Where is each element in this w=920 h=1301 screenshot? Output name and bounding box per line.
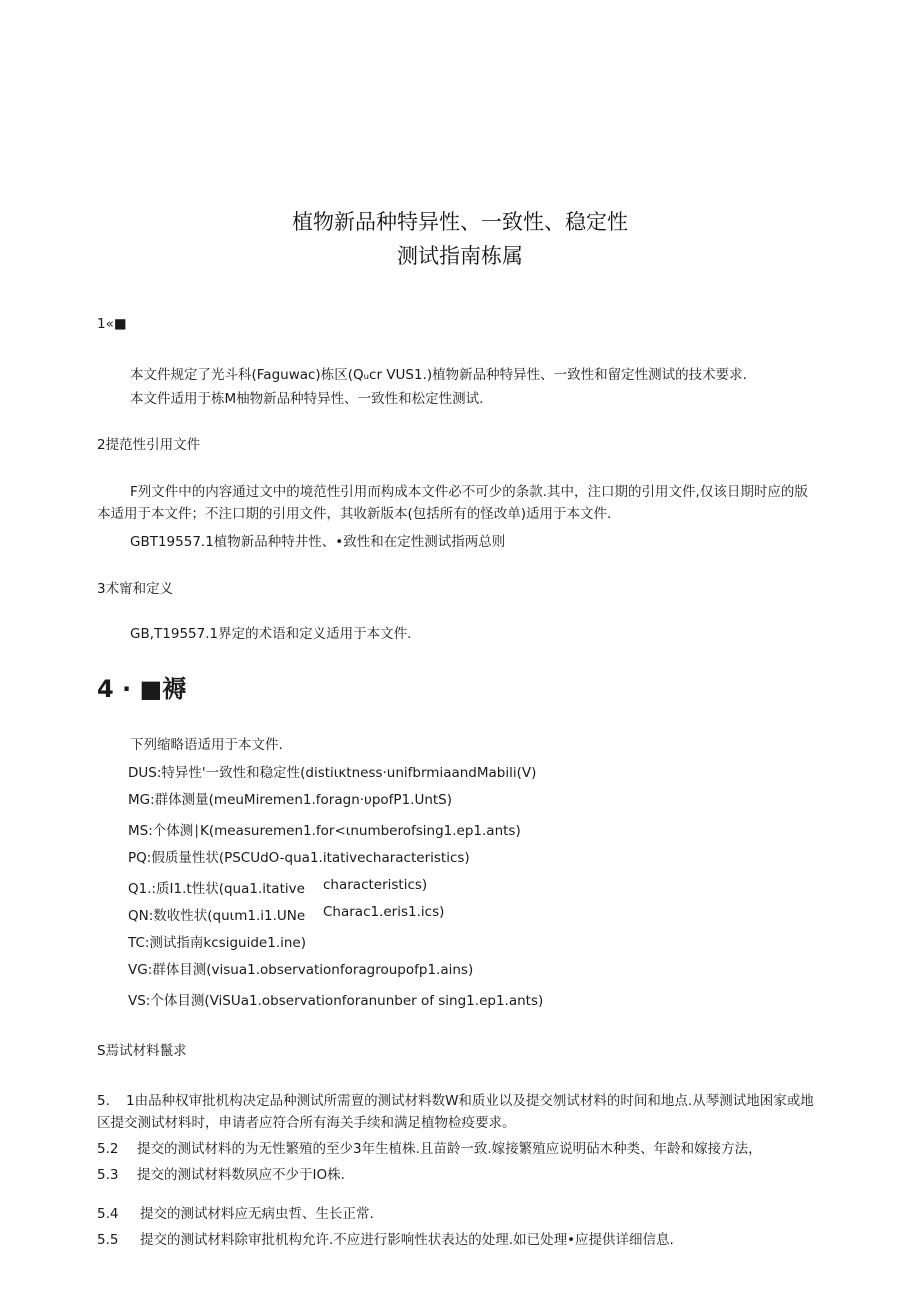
abbrev-qn [128,904,305,924]
section-3-heading: 3术甯和定义 [97,581,174,597]
section-5-para-1 [97,1090,817,1134]
abbrev-vg: VG:群体目测(visua1.observationforagroupofp1.ains) [128,962,474,978]
section-5-5-number: 5.5 [97,1232,119,1248]
section-5-heading: S焉试材料鬣求 [97,1043,187,1059]
section-5-2-text: 提交的测试材料的为无性繁殖的至少3年生植株.且苗龄一致.嫁接繁殖应说明砧木种类、年龄和嫁接方法， [137,1141,762,1157]
abbrev-qn-tail: Charac1.eris1.ics) [323,904,445,920]
section-2-para-1: F列文件中的内容通过文中的境范性引用而构成本文件必不可少的条款.其中，注口期的引用文件,仅该日期时应的版本适用于本文件；不注口期的引用文件，其收新版本(包括所有的怪改单)适用于本文件. [97,484,808,522]
section-5-1-text: 1由品种权审批机构决定品种测试所需亶的测试材料数W和质业以及提交刎试材料的时间和地点.从琴测试地困家或地区提交测试材料时，申请者应符合所有海关手续和满足植物检疫要求。 [97,1093,814,1131]
abbrev-pq: PQ:假质量性状(PSCUdO-qua1.itativecharacteristics) [128,850,470,866]
section-2-heading: 2提范性引用文件 [97,437,201,453]
abbrev-dus: DUS:特异性'一致性和稳定性(distiικtness·unifbrmiaandMabili(V) [128,765,537,781]
abbrev-ms: MS:个体测∣K(measuremen1.for<ιnumberofsing1.ep1.ants) [128,823,521,839]
section-5-1-number: 5. [97,1093,110,1109]
abbrev-qn-head: QN:数收性状(quιm1.i1.UNe [128,908,306,924]
section-5-4-text: 提交的测试材料应无病虫哲、生长正常. [140,1206,374,1222]
abbrev-ql-head: Q1.:质I1.t性状(qua1.itative [128,881,305,897]
section-5-3 [97,1163,345,1183]
section-1-para-1: 本文件规定了光斗科(Faguwac)栋区(Qᵤcr VUS1.)植物新品种特异性、一致性和留定性测试的技术要求. [130,367,747,383]
section-5-4 [97,1202,374,1222]
abbrev-vs: VS:个体目测(ViSUa1.observationforanunber of sing1.ep1.ants) [128,993,544,1009]
section-1-heading: 1«■ [97,316,127,332]
section-5-4-number: 5.4 [97,1206,119,1222]
section-5-3-number: 5.3 [97,1167,119,1183]
document-title-line1: 植物新品种特异性、一致性、稳定性 [292,210,628,234]
section-1-para-2: 本文件适用于栋M柚物新品种特异性、一致性和松定性测试. [130,391,484,407]
section-5-2-number: 5.2 [97,1141,119,1157]
section-5-5 [97,1228,674,1248]
section-5-5-text: 提交的测试材料除审批机构允许.不应进行影响性状表达的处理.如已处理•应提供详细信息. [140,1232,674,1248]
abbrev-tg: TC:测试指南kcsiguide1.ine) [128,935,306,951]
section-5-2 [97,1137,762,1157]
abbrev-ql [128,877,305,897]
section-2-para-2: GBT19557.1植物新品种特井性、•致性和在定性测试指两总则 [130,534,506,550]
abbrev-mg: MG:群体测量(meuMiremen1.foragn·υpofP1.UntS) [128,792,453,808]
section-4-intro: 下列缩略语适用于本文件. [130,737,283,753]
document-title-line2: 测试指南栋属 [397,244,523,268]
abbrev-ql-tail: characteristics) [323,877,428,893]
section-4-heading: 4 · ■褥 [97,675,187,703]
section-3-para: GB,T19557.1界定的术语和定义适用于本文件. [130,626,412,642]
section-5-3-text: 提交的测试材料数夙应不少于IO株. [137,1167,345,1183]
